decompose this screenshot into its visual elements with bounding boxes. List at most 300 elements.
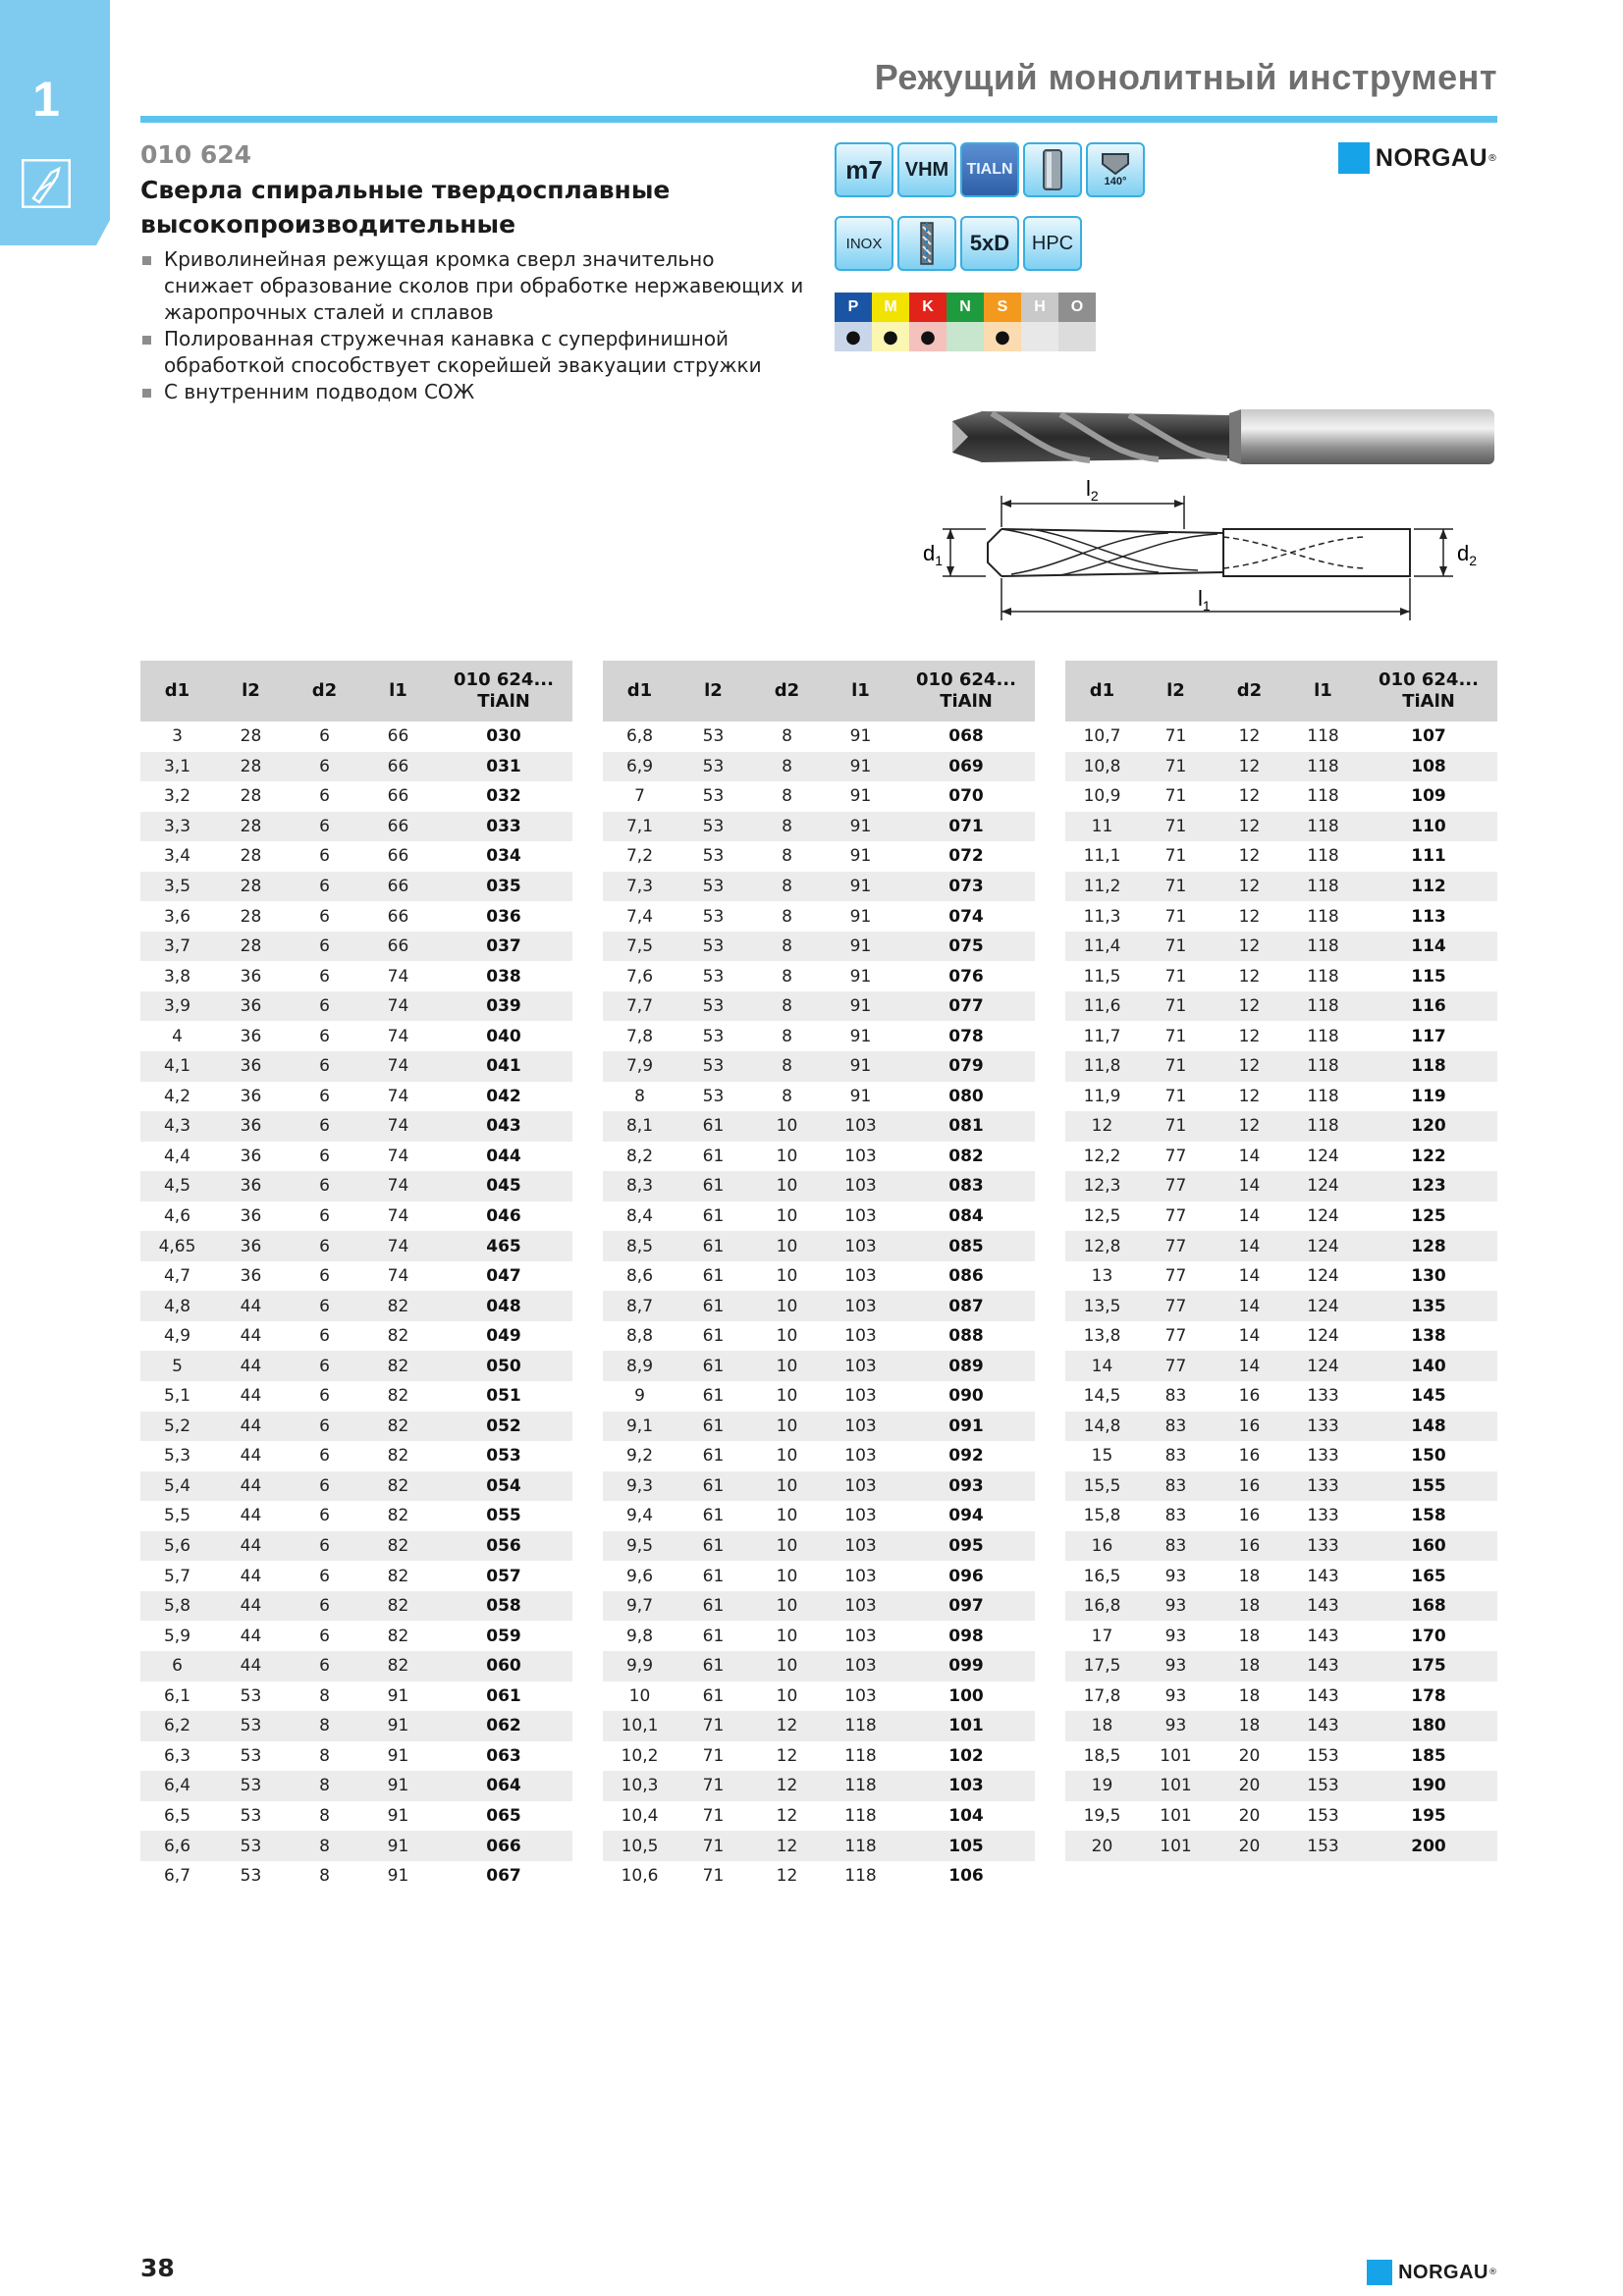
order-code-cell: 067 [486, 1866, 521, 1887]
table-cell: 6,4 [140, 1771, 214, 1801]
table-cell: 6,6 [140, 1831, 214, 1861]
table-cell: 5,8 [140, 1591, 214, 1622]
hpc-badge: HPC [1023, 216, 1082, 271]
label-l1: $l_1$ [1198, 586, 1211, 614]
order-code-cell: 070 [948, 786, 984, 807]
table-row [1065, 932, 1497, 962]
table-cell: 8 [782, 846, 792, 867]
table-cell: 9,5 [603, 1531, 676, 1562]
table-row [603, 991, 1035, 1022]
table-cell: 11,7 [1083, 1026, 1121, 1046]
order-code-cell: 100 [948, 1685, 984, 1706]
table-row [1065, 752, 1497, 782]
table-cell: 12,5 [1083, 1206, 1121, 1227]
label-l2: $l_2$ [1086, 478, 1099, 504]
order-code-cell: 122 [1411, 1146, 1446, 1166]
length-badge: 5xD [960, 216, 1019, 271]
table-row [603, 1561, 1035, 1591]
order-code-cell: 033 [435, 812, 572, 842]
order-code-cell: 062 [435, 1711, 572, 1741]
order-code-cell: 099 [897, 1651, 1035, 1682]
table-cell: 3,3 [140, 812, 214, 842]
table-cell: 82 [361, 1591, 435, 1622]
table-cell: 82 [387, 1626, 409, 1646]
table-cell: 93 [1139, 1651, 1213, 1682]
table-cell: 82 [361, 1291, 435, 1321]
table-cell: 28 [214, 812, 288, 842]
table-cell: 61 [702, 1206, 725, 1227]
table-cell: 124 [1307, 1146, 1339, 1166]
table-cell: 10 [776, 1266, 798, 1287]
table-row [140, 961, 572, 991]
order-code-cell: 081 [897, 1111, 1035, 1142]
table-cell: 4,9 [163, 1326, 191, 1347]
table-cell: 7,3 [603, 872, 676, 902]
feature-item: Криволинейная режущая кромка сверл значительно снижает образование сколов при обработке нержавеющих и жаропрочных сталей и сплавов [140, 246, 808, 326]
table-cell: 103 [824, 1111, 897, 1142]
table-cell: 74 [387, 1146, 409, 1166]
point-angle-icon [1099, 152, 1132, 176]
table-cell: 61 [702, 1685, 725, 1706]
table-row [140, 932, 572, 962]
table-cell: 61 [702, 1146, 725, 1166]
order-code-cell: 043 [435, 1111, 572, 1142]
order-code-cell: 058 [435, 1591, 572, 1622]
order-code-cell: 031 [435, 752, 572, 782]
table-cell: 77 [1139, 1231, 1213, 1261]
order-code-cell: 096 [948, 1566, 984, 1586]
table-row [1065, 721, 1497, 752]
table-cell: 6 [319, 1446, 330, 1467]
order-code-cell: 195 [1411, 1805, 1446, 1826]
table-cell: 11,2 [1065, 872, 1139, 902]
table-cell: 91 [824, 932, 897, 962]
table-row [1065, 1261, 1497, 1292]
table-cell: 103 [844, 1626, 877, 1646]
table-cell: 61 [676, 1412, 750, 1442]
table-cell: 44 [214, 1651, 288, 1682]
table-row [1065, 1201, 1497, 1232]
table-cell: 10 [776, 1206, 798, 1227]
table-row [140, 991, 572, 1022]
table-cell: 10 [776, 1146, 798, 1166]
table-cell: 77 [1164, 1146, 1187, 1166]
table-cell: 44 [214, 1471, 288, 1502]
table-cell: 36 [214, 1111, 288, 1142]
table-row [1065, 1831, 1497, 1861]
table-cell: 82 [387, 1506, 409, 1526]
table-cell: 91 [387, 1805, 409, 1826]
table-row [140, 1201, 572, 1232]
table-cell: 6 [319, 786, 330, 807]
table-cell: 124 [1307, 1206, 1339, 1227]
header-d2: d2 [288, 661, 361, 721]
table-cell: 8,4 [625, 1206, 654, 1227]
table-row [1065, 1142, 1497, 1172]
feature-item: С внутренним подводом СОЖ [140, 379, 808, 405]
internal-coolant-icon [897, 216, 956, 271]
table-cell: 71 [1164, 1026, 1187, 1046]
table-cell: 44 [214, 1531, 288, 1562]
order-code-cell: 200 [1360, 1831, 1497, 1861]
order-code-cell: 077 [897, 991, 1035, 1022]
table-cell: 36 [214, 1051, 288, 1082]
table-cell: 5,7 [163, 1566, 191, 1586]
table-cell: 118 [1286, 812, 1360, 842]
order-code-cell: 140 [1360, 1351, 1497, 1381]
order-code-cell: 160 [1360, 1531, 1497, 1562]
table-cell: 61 [702, 1266, 725, 1287]
table-cell: 53 [702, 846, 725, 867]
order-code-cell: 080 [948, 1086, 984, 1106]
table-cell: 133 [1286, 1471, 1360, 1502]
table-cell: 61 [676, 1591, 750, 1622]
table-cell: 8,6 [625, 1266, 654, 1287]
table-cell: 44 [240, 1566, 262, 1586]
table-row [1065, 991, 1497, 1022]
table-cell: 18 [1238, 1566, 1261, 1586]
table-cell: 61 [702, 1626, 725, 1646]
table-cell: 10,8 [1065, 752, 1139, 782]
table-cell: 12 [750, 1711, 824, 1741]
order-code-cell: 180 [1360, 1711, 1497, 1741]
header-l1: l1 [361, 661, 435, 721]
table-cell: 12 [1065, 1111, 1139, 1142]
table-row [140, 781, 572, 812]
table-cell: 61 [676, 1111, 750, 1142]
table-cell: 16,5 [1083, 1566, 1121, 1586]
table-cell: 143 [1307, 1626, 1339, 1646]
table-cell: 10 [750, 1651, 824, 1682]
order-code-cell: 115 [1411, 966, 1446, 987]
table-cell: 36 [240, 1266, 262, 1287]
table-cell: 4,2 [163, 1086, 191, 1106]
table-cell: 12 [750, 1831, 824, 1861]
table-cell: 101 [1139, 1771, 1213, 1801]
material-s: S [984, 293, 1021, 322]
table-cell: 36 [214, 1171, 288, 1201]
table-cell: 18 [1065, 1711, 1139, 1741]
order-code-cell: 465 [435, 1231, 572, 1261]
table-cell: 4,3 [140, 1111, 214, 1142]
table-cell: 6 [288, 1651, 361, 1682]
table-cell: 44 [240, 1386, 262, 1407]
table-cell: 3,7 [140, 932, 214, 962]
table-cell: 103 [824, 1591, 897, 1622]
table-row [603, 1291, 1035, 1321]
table-cell: 53 [702, 966, 725, 987]
table-cell: 8 [782, 726, 792, 747]
order-code-cell: 093 [897, 1471, 1035, 1502]
table-cell: 53 [702, 726, 725, 747]
table-row [140, 901, 572, 932]
table-cell: 10 [750, 1171, 824, 1201]
order-code-cell: 089 [897, 1351, 1035, 1381]
table-cell: 3,4 [163, 846, 191, 867]
table-cell: 6 [288, 991, 361, 1022]
table-cell: 71 [702, 1866, 725, 1887]
table-cell: 77 [1164, 1266, 1187, 1287]
order-code-cell: 185 [1411, 1745, 1446, 1766]
table-cell: 133 [1286, 1412, 1360, 1442]
table-row [603, 961, 1035, 991]
feature-item: Полированная стружечная канавка с суперфинишной обработкой способствует скорейшей эвакуации стружки [140, 326, 808, 379]
table-cell: 74 [361, 1171, 435, 1201]
table-cell: 143 [1286, 1711, 1360, 1741]
table-cell: 17,8 [1083, 1685, 1121, 1706]
table-cell: 6,2 [140, 1711, 214, 1741]
table-cell: 66 [387, 786, 409, 807]
table-row [1065, 1801, 1497, 1832]
table-row [603, 1501, 1035, 1531]
table-cell: 8 [782, 1086, 792, 1106]
table-cell: 153 [1286, 1831, 1360, 1861]
table-cell: 10 [750, 1471, 824, 1502]
table-cell: 91 [361, 1711, 435, 1741]
table-cell: 6,3 [163, 1745, 191, 1766]
table-cell: 9 [634, 1386, 645, 1407]
table-cell: 10 [750, 1591, 824, 1622]
table-cell: 6 [319, 1386, 330, 1407]
table-cell: 10 [750, 1231, 824, 1261]
table-cell: 12 [776, 1805, 798, 1826]
table-cell: 3,6 [163, 906, 191, 927]
table-cell: 61 [676, 1291, 750, 1321]
order-code-cell: 130 [1411, 1266, 1446, 1287]
table-cell: 12 [1213, 812, 1286, 842]
table-cell: 44 [240, 1326, 262, 1347]
table-cell: 82 [387, 1326, 409, 1347]
table-cell: 118 [1286, 1111, 1360, 1142]
table-cell: 83 [1139, 1412, 1213, 1442]
table-cell: 6 [288, 1412, 361, 1442]
table-cell: 74 [387, 966, 409, 987]
product-title-line2: высокопроизводительные [140, 210, 516, 239]
table-cell: 6 [288, 1051, 361, 1082]
table-cell: 53 [702, 1026, 725, 1046]
table-cell: 19,5 [1083, 1805, 1121, 1826]
table-cell: 118 [1286, 932, 1360, 962]
table-cell: 7,4 [625, 906, 654, 927]
order-code-cell: 061 [486, 1685, 521, 1706]
table-cell: 9,6 [625, 1566, 654, 1586]
table-cell: 118 [844, 1866, 877, 1887]
order-code-cell: 168 [1360, 1591, 1497, 1622]
order-code-cell: 114 [1360, 932, 1497, 962]
table-cell: 71 [702, 1745, 725, 1766]
table-cell: 66 [361, 752, 435, 782]
table-cell: 20 [1065, 1831, 1139, 1861]
order-code-cell: 035 [435, 872, 572, 902]
header-code: 010 624... TiAlN [897, 661, 1035, 721]
table-row [140, 1471, 572, 1502]
table-row [603, 1741, 1035, 1772]
table-cell: 10 [750, 1412, 824, 1442]
table-cell: 5,5 [163, 1506, 191, 1526]
table-cell: 8 [750, 752, 824, 782]
table-cell: 8,2 [625, 1146, 654, 1166]
table-cell: 53 [240, 1745, 262, 1766]
table-cell: 133 [1307, 1506, 1339, 1526]
order-code-cell: 091 [897, 1412, 1035, 1442]
table-row [603, 1321, 1035, 1352]
order-code-cell: 084 [948, 1206, 984, 1227]
table-row [603, 1651, 1035, 1682]
order-code-cell: 076 [948, 966, 984, 987]
suitability-dot: ● [835, 322, 872, 351]
table-cell: 61 [702, 1326, 725, 1347]
order-code-cell: 068 [948, 726, 984, 747]
table-cell: 8 [319, 1745, 330, 1766]
order-code-cell: 090 [948, 1386, 984, 1407]
order-code-cell: 055 [486, 1506, 521, 1526]
table-cell: 71 [1139, 752, 1213, 782]
table-cell: 36 [240, 1086, 262, 1106]
table-cell: 53 [240, 1805, 262, 1826]
table-cell: 8 [288, 1711, 361, 1741]
order-code-cell: 078 [948, 1026, 984, 1046]
table-cell: 3,1 [140, 752, 214, 782]
table-cell: 7,2 [625, 846, 654, 867]
table-cell: 14 [1065, 1351, 1139, 1381]
header-l1: l1 [824, 661, 897, 721]
order-code-cell: 054 [435, 1471, 572, 1502]
table-cell: 71 [1139, 932, 1213, 962]
order-code-cell: 073 [897, 872, 1035, 902]
order-code-cell: 145 [1411, 1386, 1446, 1407]
table-cell: 14 [1238, 1146, 1261, 1166]
table-row [603, 1861, 1035, 1892]
table-cell: 5,1 [163, 1386, 191, 1407]
table-cell: 16 [1213, 1412, 1286, 1442]
order-code-cell: 037 [435, 932, 572, 962]
table-cell: 6 [319, 906, 330, 927]
table-row [140, 841, 572, 872]
table-cell: 118 [1307, 726, 1339, 747]
table-cell: 91 [387, 1866, 409, 1887]
table-cell: 8,1 [603, 1111, 676, 1142]
table-cell: 36 [214, 1231, 288, 1261]
table-cell: 103 [824, 1231, 897, 1261]
table-cell: 16 [1065, 1531, 1139, 1562]
table-row [603, 1831, 1035, 1861]
table-cell: 66 [387, 726, 409, 747]
table-cell: 61 [676, 1231, 750, 1261]
order-code-cell: 158 [1411, 1506, 1446, 1526]
table-cell: 101 [1160, 1745, 1192, 1766]
order-code-cell: 053 [486, 1446, 521, 1467]
order-code-cell: 112 [1360, 872, 1497, 902]
table-cell: 14 [1238, 1206, 1261, 1227]
table-cell: 19 [1065, 1771, 1139, 1801]
drill-photo [943, 398, 1502, 476]
table-cell: 12 [1213, 1051, 1286, 1082]
order-code-cell: 116 [1360, 991, 1497, 1022]
table-row [603, 1201, 1035, 1232]
table-cell: 15,5 [1065, 1471, 1139, 1502]
material-p: P [835, 293, 872, 322]
order-code-cell: 072 [948, 846, 984, 867]
label-d1: $d_1$ [923, 541, 944, 568]
table-row [603, 872, 1035, 902]
table-cell: 103 [824, 1351, 897, 1381]
table-cell: 5 [140, 1351, 214, 1381]
table-row [140, 1111, 572, 1142]
order-code-cell: 094 [948, 1506, 984, 1526]
table-row [140, 1741, 572, 1772]
order-code-cell: 101 [897, 1711, 1035, 1741]
table-cell: 53 [676, 1051, 750, 1082]
table-row [603, 1591, 1035, 1622]
table-cell: 71 [702, 1805, 725, 1826]
table-cell: 103 [824, 1651, 897, 1682]
table-cell: 53 [240, 1685, 262, 1706]
table-cell: 66 [387, 906, 409, 927]
table-cell: 82 [361, 1471, 435, 1502]
table-cell: 118 [1286, 752, 1360, 782]
table-row [603, 1082, 1035, 1112]
table-cell: 61 [702, 1446, 725, 1467]
table-row [1065, 1412, 1497, 1442]
table-cell: 11,1 [1083, 846, 1121, 867]
table-cell: 124 [1286, 1171, 1360, 1201]
table-row [1065, 1651, 1497, 1682]
table-cell: 143 [1307, 1566, 1339, 1586]
table-cell: 103 [844, 1266, 877, 1287]
table-row [140, 1321, 572, 1352]
table-cell: 53 [702, 906, 725, 927]
order-code-cell: 060 [435, 1651, 572, 1682]
table-row [140, 1621, 572, 1651]
table-row [140, 1231, 572, 1261]
table-cell: 6 [319, 1206, 330, 1227]
logo-square-icon [1367, 2260, 1392, 2285]
table-cell: 10,4 [621, 1805, 659, 1826]
table-cell: 20 [1238, 1805, 1261, 1826]
table-row [140, 1412, 572, 1442]
table-row [603, 1351, 1035, 1381]
table-cell: 8 [750, 872, 824, 902]
table-cell: 9,1 [603, 1412, 676, 1442]
table-cell: 10 [776, 1326, 798, 1347]
table-cell: 7,6 [625, 966, 654, 987]
table-cell: 10,6 [621, 1866, 659, 1887]
table-cell: 10,9 [1083, 786, 1121, 807]
table-row [1065, 1171, 1497, 1201]
table-cell: 3,5 [140, 872, 214, 902]
table-cell: 91 [824, 1051, 897, 1082]
table-cell: 15 [1091, 1446, 1113, 1467]
table-row [140, 752, 572, 782]
table-row [1065, 1021, 1497, 1051]
table-cell: 61 [676, 1471, 750, 1502]
table-cell: 153 [1307, 1745, 1339, 1766]
order-code-cell: 108 [1360, 752, 1497, 782]
chapter-number: 1 [32, 72, 60, 127]
order-code-cell: 030 [486, 726, 521, 747]
table-cell: 8 [288, 1831, 361, 1861]
table-cell: 6,8 [625, 726, 654, 747]
table-row [1065, 1111, 1497, 1142]
table-cell: 9,4 [625, 1506, 654, 1526]
table-cell: 10,5 [603, 1831, 676, 1861]
table-cell: 4 [172, 1026, 183, 1046]
table-cell: 28 [240, 846, 262, 867]
order-code-cell: 118 [1360, 1051, 1497, 1082]
table-row [603, 1471, 1035, 1502]
table-row [1065, 1351, 1497, 1381]
table-cell: 71 [1139, 812, 1213, 842]
